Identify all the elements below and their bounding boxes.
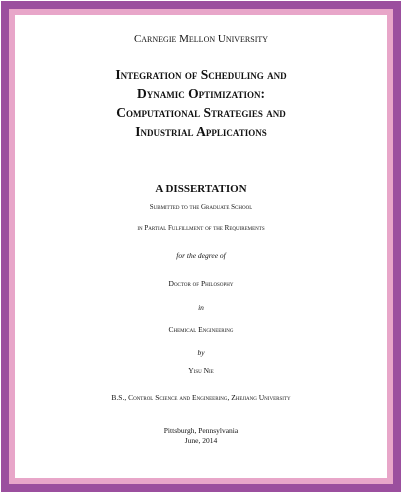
title-line-2: Dynamic Optimization: xyxy=(137,86,265,101)
dissertation-title xyxy=(15,65,387,141)
title-line-4: Industrial Applications xyxy=(135,124,267,139)
location: Pittsburgh, Pennsylvania xyxy=(163,426,239,435)
title-line-1: Integration of Scheduling and xyxy=(115,67,287,82)
degree-name: Doctor of Philosophy xyxy=(168,279,234,288)
in-text: in xyxy=(198,303,204,312)
outer-border xyxy=(1,1,401,492)
location-date xyxy=(15,426,387,446)
prior-degree: B.S., Control Science and Engineering, Zhejiang University xyxy=(111,393,291,402)
dissertation-label: A DISSERTATION xyxy=(155,183,247,195)
fulfillment-statement: in Partial Fulfillment of the Requirements xyxy=(137,224,265,232)
author-name: Yisu Nie xyxy=(188,366,214,375)
degree-for-text: for the degree of xyxy=(176,251,226,260)
by-text: by xyxy=(197,348,205,357)
inner-border xyxy=(9,9,393,484)
field-name: Chemical Engineering xyxy=(168,325,234,334)
title-page xyxy=(15,15,387,478)
title-line-3: Computational Strategies and xyxy=(116,105,286,120)
submitted-to: Submitted to the Graduate School xyxy=(149,203,253,211)
date: June, 2014 xyxy=(184,436,218,445)
university-name: Carnegie Mellon University xyxy=(133,33,269,45)
